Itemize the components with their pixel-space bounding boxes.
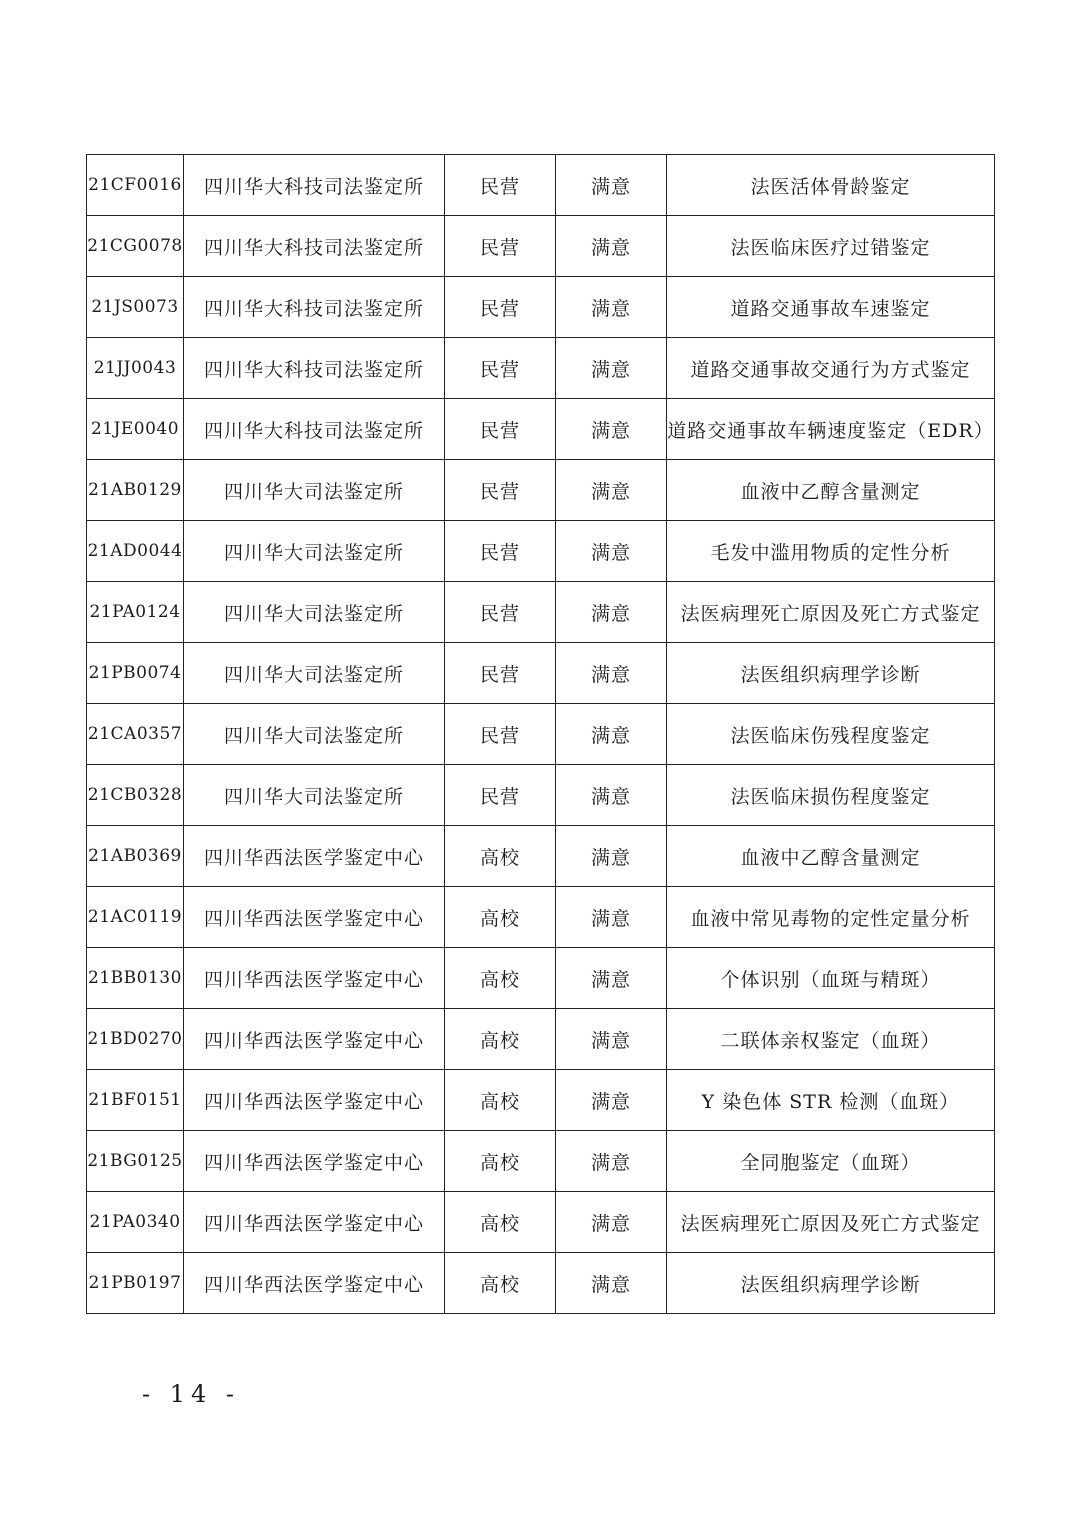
cell-rating: 满意	[556, 338, 667, 399]
cell-code: 21PB0197	[87, 1253, 184, 1314]
cell-item: 法医病理死亡原因及死亡方式鉴定	[667, 582, 995, 643]
table-row	[87, 1009, 995, 1070]
cell-institution: 四川华西法医学鉴定中心	[184, 887, 445, 948]
cell-item: 二联体亲权鉴定（血斑）	[667, 1009, 995, 1070]
cell-code: 21PA0124	[87, 582, 184, 643]
cell-code: 21BD0270	[87, 1009, 184, 1070]
cell-code: 21BF0151	[87, 1070, 184, 1131]
cell-item: Y 染色体 STR 检测（血斑）	[667, 1070, 995, 1131]
cell-type: 高校	[445, 1192, 556, 1253]
cell-type: 民营	[445, 582, 556, 643]
cell-institution: 四川华西法医学鉴定中心	[184, 1253, 445, 1314]
cell-institution: 四川华大司法鉴定所	[184, 765, 445, 826]
cell-type: 民营	[445, 521, 556, 582]
cell-code: 21CG0078	[87, 216, 184, 277]
table-row	[87, 460, 995, 521]
cell-item: 法医临床损伤程度鉴定	[667, 765, 995, 826]
cell-code: 21AB0369	[87, 826, 184, 887]
cell-item: 法医病理死亡原因及死亡方式鉴定	[667, 1192, 995, 1253]
cell-rating: 满意	[556, 704, 667, 765]
table-row	[87, 948, 995, 1009]
cell-item: 法医临床伤残程度鉴定	[667, 704, 995, 765]
cell-institution: 四川华大司法鉴定所	[184, 582, 445, 643]
cell-institution: 四川华大科技司法鉴定所	[184, 277, 445, 338]
cell-rating: 满意	[556, 826, 667, 887]
table-row	[87, 765, 995, 826]
cell-rating: 满意	[556, 1192, 667, 1253]
cell-code: 21JJ0043	[87, 338, 184, 399]
table-row	[87, 521, 995, 582]
table-row	[87, 826, 995, 887]
table-row	[87, 1192, 995, 1253]
cell-code: 21BB0130	[87, 948, 184, 1009]
cell-institution: 四川华西法医学鉴定中心	[184, 1192, 445, 1253]
cell-item: 法医临床医疗过错鉴定	[667, 216, 995, 277]
table-row	[87, 1131, 995, 1192]
cell-type: 民营	[445, 704, 556, 765]
cell-rating: 满意	[556, 582, 667, 643]
cell-item: 道路交通事故交通行为方式鉴定	[667, 338, 995, 399]
cell-institution: 四川华大司法鉴定所	[184, 460, 445, 521]
cell-rating: 满意	[556, 216, 667, 277]
cell-item: 血液中乙醇含量测定	[667, 460, 995, 521]
cell-institution: 四川华大司法鉴定所	[184, 704, 445, 765]
table-row	[87, 1070, 995, 1131]
cell-item: 血液中乙醇含量测定	[667, 826, 995, 887]
cell-code: 21PB0074	[87, 643, 184, 704]
cell-rating: 满意	[556, 1131, 667, 1192]
cell-type: 民营	[445, 399, 556, 460]
table-row	[87, 216, 995, 277]
cell-item: 道路交通事故车辆速度鉴定（EDR）	[667, 399, 995, 460]
cell-code: 21BG0125	[87, 1131, 184, 1192]
cell-type: 民营	[445, 277, 556, 338]
cell-type: 高校	[445, 1131, 556, 1192]
cell-type: 高校	[445, 1070, 556, 1131]
cell-rating: 满意	[556, 1070, 667, 1131]
cell-institution: 四川华大科技司法鉴定所	[184, 155, 445, 216]
cell-rating: 满意	[556, 155, 667, 216]
cell-code: 21CF0016	[87, 155, 184, 216]
table-row	[87, 582, 995, 643]
cell-rating: 满意	[556, 399, 667, 460]
table-row	[87, 1253, 995, 1314]
cell-rating: 满意	[556, 460, 667, 521]
cell-rating: 满意	[556, 277, 667, 338]
cell-code: 21CB0328	[87, 765, 184, 826]
cell-rating: 满意	[556, 643, 667, 704]
cell-code: 21JS0073	[87, 277, 184, 338]
cell-type: 高校	[445, 826, 556, 887]
cell-type: 民营	[445, 765, 556, 826]
cell-institution: 四川华西法医学鉴定中心	[184, 1131, 445, 1192]
cell-item: 法医组织病理学诊断	[667, 1253, 995, 1314]
table-body	[87, 155, 995, 1314]
cell-institution: 四川华大科技司法鉴定所	[184, 338, 445, 399]
cell-item: 毛发中滥用物质的定性分析	[667, 521, 995, 582]
cell-institution: 四川华大司法鉴定所	[184, 643, 445, 704]
cell-item: 全同胞鉴定（血斑）	[667, 1131, 995, 1192]
cell-type: 民营	[445, 460, 556, 521]
cell-item: 血液中常见毒物的定性定量分析	[667, 887, 995, 948]
cell-item: 道路交通事故车速鉴定	[667, 277, 995, 338]
cell-institution: 四川华大科技司法鉴定所	[184, 216, 445, 277]
cell-institution: 四川华西法医学鉴定中心	[184, 948, 445, 1009]
table-row	[87, 887, 995, 948]
cell-institution: 四川华西法医学鉴定中心	[184, 1009, 445, 1070]
table-row	[87, 155, 995, 216]
table-row	[87, 399, 995, 460]
cell-institution: 四川华西法医学鉴定中心	[184, 1070, 445, 1131]
cell-rating: 满意	[556, 887, 667, 948]
table-row	[87, 643, 995, 704]
cell-item: 个体识别（血斑与精斑）	[667, 948, 995, 1009]
cell-rating: 满意	[556, 521, 667, 582]
cell-code: 21PA0340	[87, 1192, 184, 1253]
cell-type: 民营	[445, 338, 556, 399]
cell-type: 民营	[445, 216, 556, 277]
page-number: - 14 -	[142, 1380, 241, 1408]
cell-rating: 满意	[556, 1253, 667, 1314]
cell-code: 21AD0044	[87, 521, 184, 582]
results-table	[86, 154, 995, 1314]
cell-code: 21JE0040	[87, 399, 184, 460]
cell-institution: 四川华大科技司法鉴定所	[184, 399, 445, 460]
table-row	[87, 338, 995, 399]
table-row	[87, 277, 995, 338]
cell-institution: 四川华大司法鉴定所	[184, 521, 445, 582]
cell-institution: 四川华西法医学鉴定中心	[184, 826, 445, 887]
cell-rating: 满意	[556, 1009, 667, 1070]
cell-rating: 满意	[556, 765, 667, 826]
cell-code: 21CA0357	[87, 704, 184, 765]
cell-type: 民营	[445, 155, 556, 216]
cell-type: 高校	[445, 1009, 556, 1070]
cell-item: 法医活体骨龄鉴定	[667, 155, 995, 216]
cell-item: 法医组织病理学诊断	[667, 643, 995, 704]
cell-type: 高校	[445, 887, 556, 948]
cell-code: 21AB0129	[87, 460, 184, 521]
cell-code: 21AC0119	[87, 887, 184, 948]
table-row	[87, 704, 995, 765]
cell-type: 高校	[445, 948, 556, 1009]
cell-type: 民营	[445, 643, 556, 704]
cell-type: 高校	[445, 1253, 556, 1314]
cell-rating: 满意	[556, 948, 667, 1009]
